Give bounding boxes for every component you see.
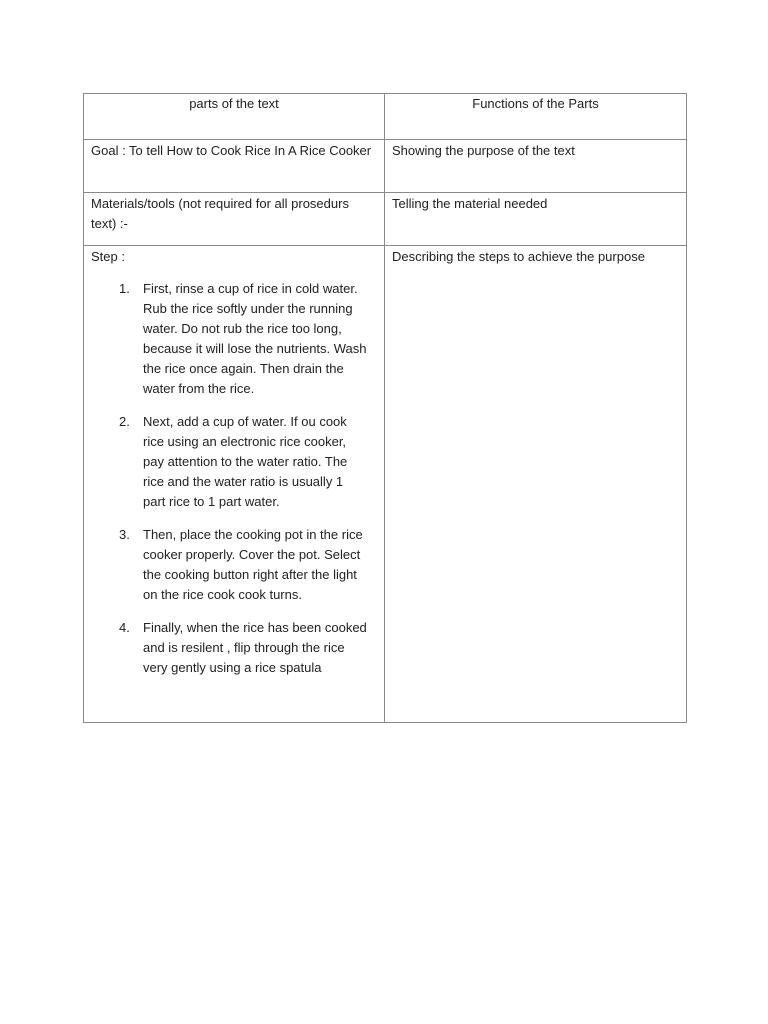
step-label: Step : [91, 249, 125, 264]
table-row-goal [84, 140, 687, 193]
table-row-materials [84, 193, 687, 246]
header-parts: parts of the text [84, 94, 385, 140]
header-functions: Functions of the Parts [385, 94, 687, 140]
step-list [91, 279, 377, 678]
materials-function-cell: Telling the material needed [385, 193, 687, 246]
step-number: 4. [119, 620, 130, 635]
step-number: 2. [119, 414, 130, 429]
table-header-row [84, 94, 687, 140]
steps-function-cell: Describing the steps to achieve the purpose [385, 246, 687, 723]
materials-part-cell: Materials/tools (not required for all prosedurs text) :- [84, 193, 385, 246]
goal-part-cell: Goal : To tell How to Cook Rice In A Rice Cooker [84, 140, 385, 193]
step-text: Next, add a cup of water. If ou cook rice using an electronic rice cooker, pay attention to the water ratio. The rice and the water ratio is usually 1 part rice to 1 part water. [143, 414, 348, 509]
list-item-step-2 [119, 412, 377, 512]
list-item-step-4 [119, 618, 377, 678]
step-text: Finally, when the rice has been cooked and is resilent , flip through the rice very gently using a rice spatula [143, 620, 367, 675]
step-number: 3. [119, 527, 130, 542]
step-text: Then, place the cooking pot in the rice cooker properly. Cover the pot. Select the cooking button right after the light on the rice cook cook turns. [143, 527, 363, 602]
step-number: 1. [119, 281, 130, 296]
steps-part-cell [84, 246, 385, 723]
list-item-step-3 [119, 525, 377, 605]
goal-function-cell: Showing the purpose of the text [385, 140, 687, 193]
step-text: First, rinse a cup of rice in cold water. Rub the rice softly under the running water. Do not rub the rice too long, because it will lose the nutrients. Wash the rice once again. Then drain the water from the rice. [143, 281, 367, 396]
table-row-steps [84, 246, 687, 723]
parts-table [83, 93, 687, 723]
list-item-step-1 [119, 279, 377, 399]
